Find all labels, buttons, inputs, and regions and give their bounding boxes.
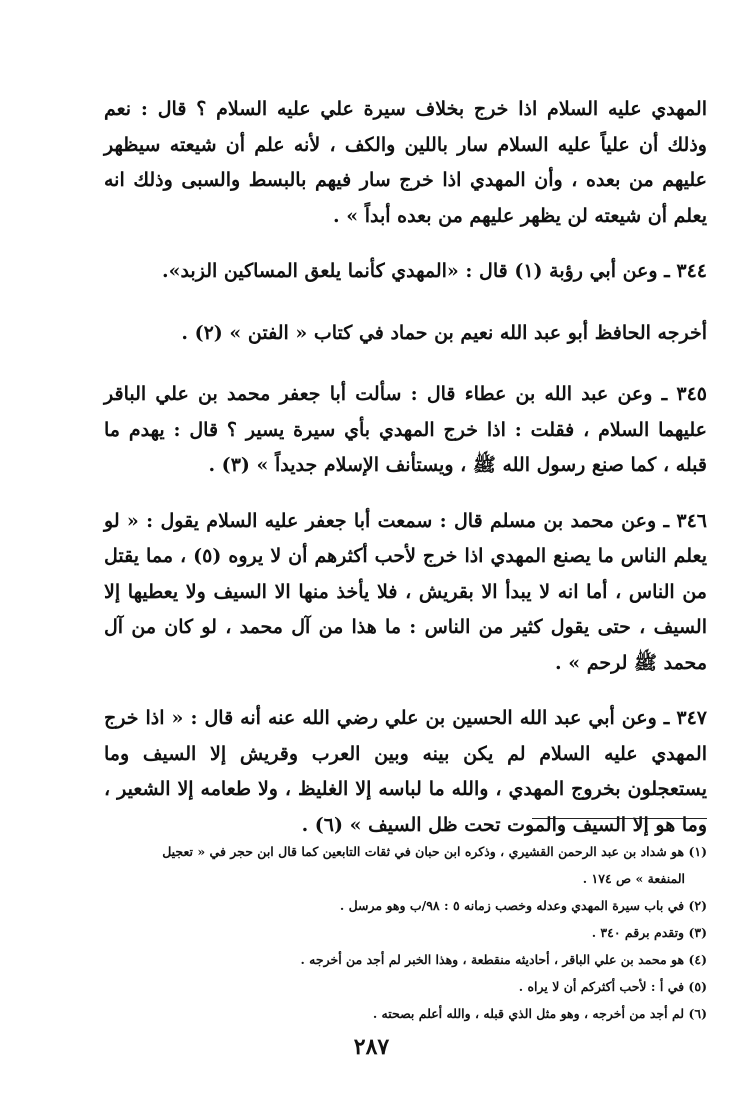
paragraph-345: ٣٤٥ ـ وعن عبد الله بن عطاء قال : سألت أبا جعفر محمد بن علي الباقر عليهما السلام ، فقلت : اذا خرج المهدي بأي سيرة يسير ؟ قال : يهدم ما قبله ، كما صنع رسول الله ﷺ ، ويستأنف الإسلام جديداً » (٣) . <box>104 383 707 476</box>
paragraph-347: ٣٤٧ ـ وعن أبي عبد الله الحسين بن علي رضي الله عنه أنه قال : « اذا خرج المهدي عليه السلام لم يكن بينه وبين العرب وقريش إلا السيف وما يستعجلون بخروج المهدي ، والله ما لباسه إلا الغليظ ، ولا طعامه إلا الشعير ، وما هو إلا السيف والموت تحت ظل السيف » (٦) . <box>104 707 707 836</box>
paragraph-continuation: المهدي عليه السلام اذا خرج بخلاف سيرة علي عليه السلام ؟ قال : نعم وذلك أن علياً عليه السلام سار باللين والكف ، لأنه علم أن شيعته سيظهر عليهم من بعده ، وأن المهدي اذا خرج سار فيهم بالبسط والسبى وذلك انه يعلم أن شيعته لن يظهر عليهم من بعده أبداً » . <box>104 98 707 227</box>
page-number: ٢٨٧ <box>353 1034 390 1060</box>
footnote-1 <box>104 838 707 892</box>
footnote-1-continuation: المنفعة » ص ١٧٤ . <box>582 871 685 886</box>
footnote-3: (٣) وتقدم برقم ٣٤٠ . <box>591 925 707 940</box>
footnote-divider <box>532 818 707 819</box>
footnote-5: (٥) في أ : لأحب أكثركم أن لا يراه . <box>518 979 707 994</box>
paragraph-344: ٣٤٤ ـ وعن أبي رؤبة (١) قال : «المهدي كأنما يلعق المساكين الزبد». <box>161 260 707 282</box>
footnote-1-text: (١) هو شداد بن عبد الرحمن القشيري ، وذكره ابن حبان في ثقات التابعين كما قال ابن حجر في « تعجيل <box>162 844 707 859</box>
footnotes <box>104 838 707 1027</box>
main-text <box>104 92 707 843</box>
paragraph-346: ٣٤٦ ـ وعن محمد بن مسلم قال : سمعت أبا جعفر عليه السلام يقول : « لو يعلم الناس ما يصنع المهدي اذا خرج لأحب أكثرهم أن لا يروه (٥) ، مما يقتل من الناس ، أما انه لا يبدأ الا بقريش ، فلا يأخذ منها الا السيف ولا يعطيها إلا السيف ، حتى يقول كثير من الناس : ما هذا من آل محمد ، لو كان من آل محمد ﷺ لرحم » . <box>104 509 707 674</box>
footnote-6: (٦) لم أجد من أخرجه ، وهو مثل الذي قبله ، والله أعلم بصحته . <box>372 1006 707 1021</box>
paragraph-source-note: أخرجه الحافظ أبو عبد الله نعيم بن حماد في كتاب « الفتن » (٢) . <box>181 321 707 344</box>
footnote-2: (٢) في باب سيرة المهدي وعدله وخصب زمانه ٥ : ٩٨/ب وهو مرسل . <box>339 898 707 913</box>
footnote-4: (٤) هو محمد بن علي الباقر ، أحاديثه منقطعة ، وهذا الخبر لم أجد من أخرجه . <box>300 952 707 967</box>
